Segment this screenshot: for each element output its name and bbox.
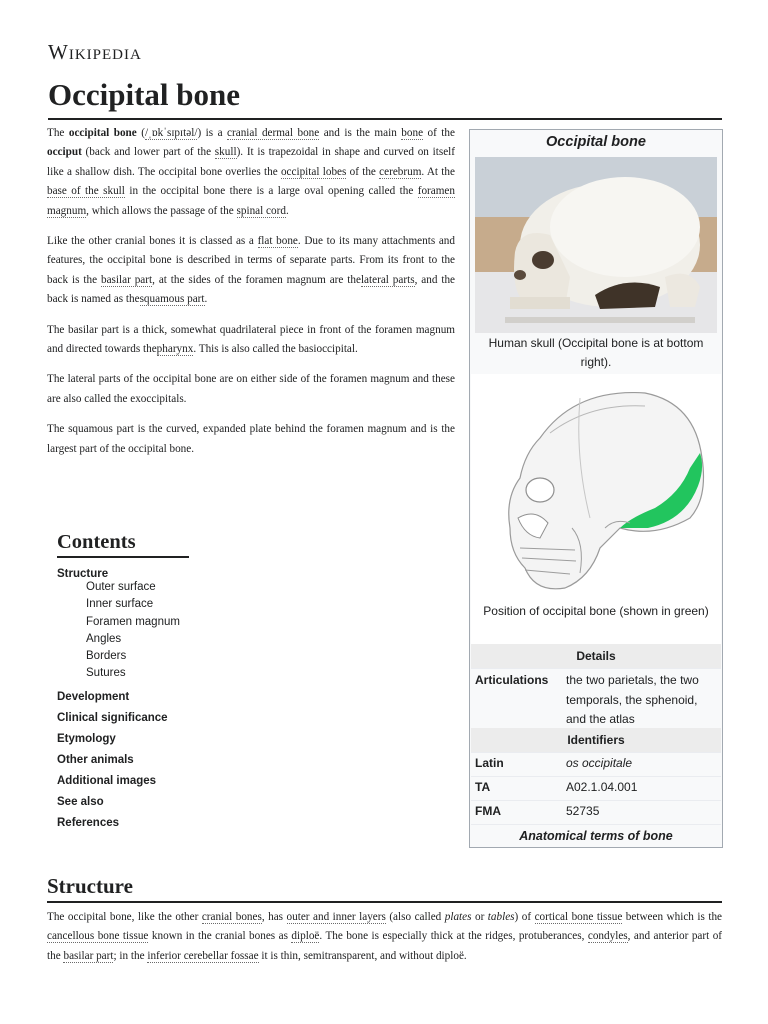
- text: ; in the: [113, 949, 148, 962]
- lead-paragraph-5: The squamous part is the curved, expanded plate behind the foramen magnum and is the largest part of the occipital bone.: [47, 423, 455, 455]
- link-bone[interactable]: bone: [401, 127, 424, 139]
- table-of-contents: [57, 531, 257, 834]
- link-diploe[interactable]: diploë: [291, 930, 320, 943]
- text: ) is a: [197, 127, 228, 139]
- latin-label: Latin: [475, 756, 504, 770]
- text: The occipital bone, like the other: [47, 911, 202, 923]
- lead-paragraph-2: [47, 232, 455, 310]
- toc-title: Contents: [57, 531, 189, 558]
- toc-item-additional-images[interactable]: Additional images: [57, 774, 157, 787]
- skull-diagram-caption: Position of occipital bone (shown in green): [483, 604, 709, 618]
- skull-diagram-illustration: [480, 378, 715, 600]
- link-cranial-dermal-bone[interactable]: cranial dermal bone: [227, 127, 320, 139]
- text: The basilar part is a thick, somewhat quadrilateral piece in front of the foramen magnum and directed towards the: [47, 323, 455, 356]
- lead-paragraph-4: The lateral parts of the occipital bone are on either side of the foramen magnum and these are also called the exoccipitals.: [47, 373, 455, 405]
- section-heading-structure: Structure: [47, 873, 722, 903]
- text: . The bone is especially thick at the ridges, protuberances,: [319, 930, 588, 943]
- link-lateral-parts[interactable]: lateral parts: [360, 273, 415, 286]
- lead-paragraph-1: [47, 124, 455, 221]
- infobox-row-fma: [471, 800, 721, 824]
- link-foramen-magnum[interactable]: foramen magnum: [47, 185, 455, 217]
- text: , and anterior part of the: [47, 930, 723, 962]
- fma-value[interactable]: 52735: [566, 804, 600, 818]
- link-spinal-cord[interactable]: spinal cord: [236, 204, 286, 217]
- bold-term-occiput: occiput: [47, 146, 82, 159]
- toc-subitem-sutures[interactable]: Sutures: [86, 667, 126, 680]
- text: ) of: [514, 911, 535, 923]
- link-occipital-lobes[interactable]: occipital lobes: [280, 165, 347, 178]
- text: Like the other cranial bones it is classed as a: [47, 235, 258, 248]
- text: (back and lower part of the: [81, 146, 215, 159]
- toc-subitem-inner-surface[interactable]: Inner surface: [86, 598, 154, 611]
- text: .: [204, 293, 208, 306]
- link-basilar-part-2[interactable]: basilar part: [63, 949, 114, 962]
- text: of the: [346, 165, 380, 178]
- text: , and the back is named as the: [47, 273, 455, 306]
- text: . At the: [421, 165, 455, 178]
- link-flat-bone[interactable]: flat bone: [257, 235, 298, 248]
- infobox-row-latin: [471, 752, 721, 776]
- latin-value: os occipitale: [566, 756, 633, 770]
- text: of the: [423, 127, 455, 139]
- link-outer-and-inner-layers[interactable]: outer and inner layers: [286, 911, 386, 923]
- infobox-row-ta: [471, 776, 721, 800]
- text: . This is also called the basioccipital.: [193, 343, 358, 356]
- link-cerebrum[interactable]: cerebrum: [379, 165, 422, 178]
- text: .: [285, 204, 289, 217]
- link-cancellous-bone-tissue[interactable]: cancellous bone tissue: [47, 930, 149, 943]
- toc-subitem-foramen-magnum[interactable]: Foramen magnum: [86, 615, 180, 628]
- toc-subitem-borders[interactable]: Borders: [86, 650, 127, 663]
- text: in the occipital bone there is a large oval opening called the: [124, 185, 418, 198]
- structure-paragraph: [47, 908, 722, 966]
- link-condyles[interactable]: condyles: [587, 930, 628, 943]
- skull-photo-caption: Human skull (Occipital bone is at bottom right).: [488, 336, 704, 369]
- text: (: [136, 127, 145, 139]
- lead-paragraph-3: [47, 321, 455, 360]
- text: and is the main: [319, 127, 402, 139]
- articulations-value: the two parietals, the two temporals, the sphenoid, and the atlas: [566, 673, 699, 726]
- skull-photo[interactable]: [475, 157, 717, 333]
- toc-item-clinical-significance[interactable]: Clinical significance: [57, 711, 168, 724]
- toc-item-references[interactable]: References: [57, 816, 120, 829]
- infobox-identifiers-header: Identifiers: [471, 728, 721, 752]
- link-pharynx[interactable]: pharynx: [156, 343, 194, 356]
- toc-item-development[interactable]: Development: [57, 690, 130, 703]
- text: known in the cranial bones as: [148, 930, 292, 943]
- infobox-title: Occipital bone: [470, 130, 722, 154]
- text: ). It is trapezoidal in shape and curved on itself like a shallow dish. The occipital bone overlies the: [47, 146, 455, 178]
- toc-subitem-angles[interactable]: Angles: [86, 632, 122, 645]
- toc-item-etymology[interactable]: Etymology: [57, 732, 116, 745]
- link-inferior-cerebellar-fossae[interactable]: inferior cerebellar fossae: [147, 949, 259, 962]
- link-base-of-skull[interactable]: base of the skull: [47, 185, 125, 198]
- toc-item-structure[interactable]: Structure: [57, 568, 109, 580]
- infobox: [469, 129, 723, 848]
- text: , at the sides of the foramen magnum are the: [152, 273, 361, 286]
- infobox-row-articulations: [471, 668, 721, 729]
- bold-term: occipital bone: [68, 127, 137, 139]
- toc-subitem-outer-surface[interactable]: Outer surface: [86, 581, 156, 593]
- link-skull[interactable]: skull: [214, 146, 237, 159]
- site-logo[interactable]: Wikipedia: [48, 40, 142, 64]
- link-cranial-bones[interactable]: cranial bones: [201, 911, 262, 923]
- italic-plates: plates: [444, 911, 472, 923]
- text: , has: [261, 911, 287, 923]
- page-title: Occipital bone: [48, 76, 722, 120]
- italic-tables: tables: [487, 911, 515, 923]
- toc-item-other-animals[interactable]: Other animals: [57, 753, 134, 766]
- text: it is thin, semitransparent, and without diploë.: [258, 949, 467, 962]
- link-cortical-bone-tissue[interactable]: cortical bone tissue: [534, 911, 623, 923]
- skull-photo-illustration: [475, 157, 717, 333]
- text: , which allows the passage of the: [86, 204, 237, 217]
- fma-label[interactable]: FMA: [475, 804, 501, 818]
- articulations-label: Articulations: [475, 673, 549, 687]
- text: (also called: [385, 911, 445, 923]
- ta-label[interactable]: TA: [475, 780, 491, 794]
- ta-value[interactable]: A02.1.04.001: [566, 780, 638, 794]
- skull-diagram[interactable]: [480, 378, 715, 600]
- toc-item-see-also[interactable]: See also: [57, 795, 104, 808]
- ipa-pronunciation[interactable]: /ˌɒkˈsɪpɪtəl/: [144, 127, 198, 139]
- text: between which is the: [622, 911, 722, 923]
- infobox-details-header: Details: [471, 644, 721, 668]
- link-basilar-part[interactable]: basilar part: [100, 273, 153, 286]
- text: . Due to its many attachments and features, the occipital bone is described in terms of separate parts. From its front to the back is the: [47, 235, 455, 286]
- infobox-footer-link[interactable]: Anatomical terms of bone: [471, 824, 721, 847]
- lead-section: [47, 124, 455, 470]
- text: The: [47, 127, 69, 139]
- text: or: [471, 911, 488, 923]
- link-squamous-part[interactable]: squamous part: [139, 293, 205, 306]
